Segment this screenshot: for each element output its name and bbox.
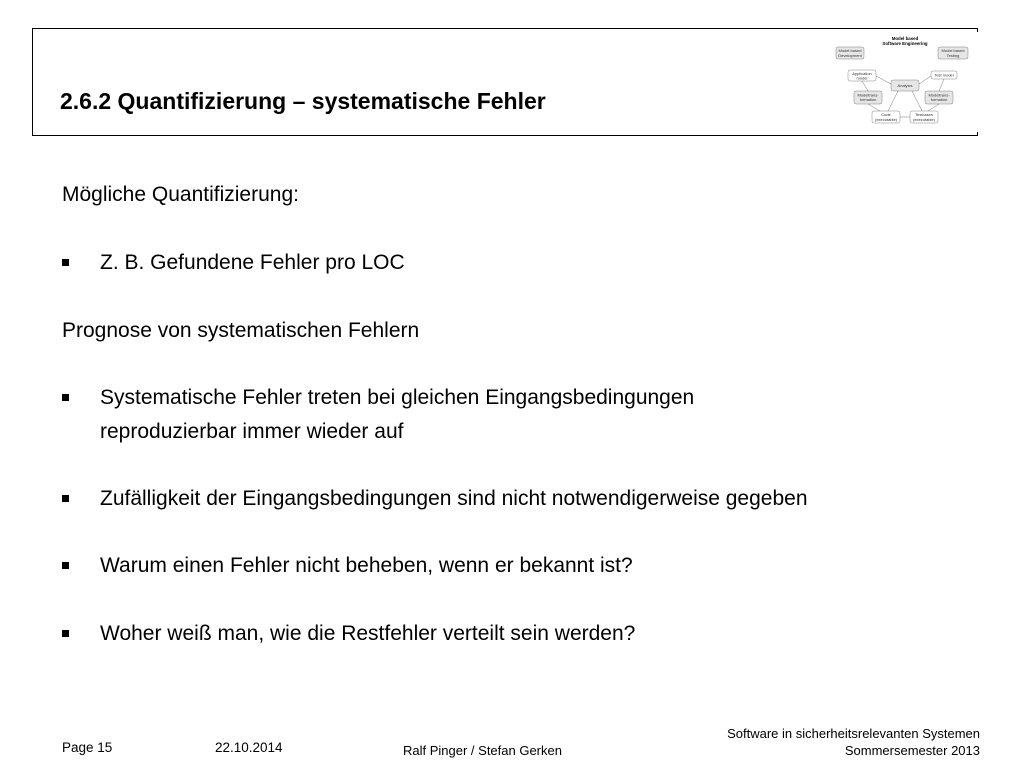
diagram-mt2-label-2: formation (930, 97, 948, 102)
diagram-app-label-2: model (856, 75, 868, 81)
bullet-marker (62, 630, 72, 640)
diagram-testcases-label-2: (executable) (912, 117, 936, 122)
diagram-app-label-1: Application (852, 71, 872, 76)
section-heading-quantification: Mögliche Quantifizierung: (62, 183, 299, 206)
diagram-test-label-2: Testing (946, 53, 960, 58)
diagram-mt1-label-2: formation (859, 97, 877, 102)
footer-course: Software in sicherheitsrelevanten Systemen (727, 726, 980, 741)
diagram-testmodel-label: Test model (934, 72, 954, 78)
diagram-code-label-2: (executable) (874, 117, 898, 122)
section-heading-forecast: Prognose von systematischen Fehlern (62, 319, 420, 342)
diagram-code-label-1: Code (881, 112, 891, 117)
mbse-diagram (828, 32, 978, 132)
footer-date: 22.10.2014 (215, 740, 283, 755)
diagram-analysis-label: Analysis (897, 83, 913, 88)
diagram-dev-label-2: Development (838, 53, 862, 58)
bullet-marker (62, 495, 72, 505)
bullet-text-loc: Z. B. Gefundene Fehler pro LOC (100, 251, 405, 274)
diagram-top-label-1: Model based (891, 36, 919, 41)
diagram-top-label-2: Software Engineering (882, 41, 928, 46)
bullet-text-systematic-line2: reproduzierbar immer wieder auf (100, 420, 404, 443)
diagram-mt1-label-1: Modeltrans- (857, 92, 879, 98)
diagram-test-label-1: Model based (941, 48, 965, 53)
bullet-text-systematic-line1: Systematische Fehler treten bei gleichen Eingangsbedingungen (100, 386, 695, 409)
footer-authors: Ralf Pinger / Stefan Gerken (403, 743, 562, 758)
bullet-text-distribution: Woher weiß man, wie die Restfehler verteilt sein werden? (100, 622, 636, 645)
bullet-marker (62, 259, 72, 269)
diagram-testcases-label-1: Testcases (915, 112, 933, 117)
footer-semester: Sommersemester 2013 (844, 743, 980, 758)
bullet-marker (62, 562, 72, 572)
bullet-marker (62, 394, 72, 404)
diagram-mt2-label-1: Modeltrans- (928, 92, 950, 98)
footer-page-number: Page 15 (62, 740, 113, 755)
slide-title: 2.6.2 Quantifizierung – systematische Fehler (60, 88, 546, 114)
bullet-text-randomness: Zufälligkeit der Eingangsbedingungen sind nicht notwendigerweise gegeben (100, 487, 808, 510)
diagram-dev-label-1: Model based (838, 48, 862, 53)
bullet-text-why-not-fix: Warum einen Fehler nicht beheben, wenn er bekannt ist? (100, 554, 633, 577)
